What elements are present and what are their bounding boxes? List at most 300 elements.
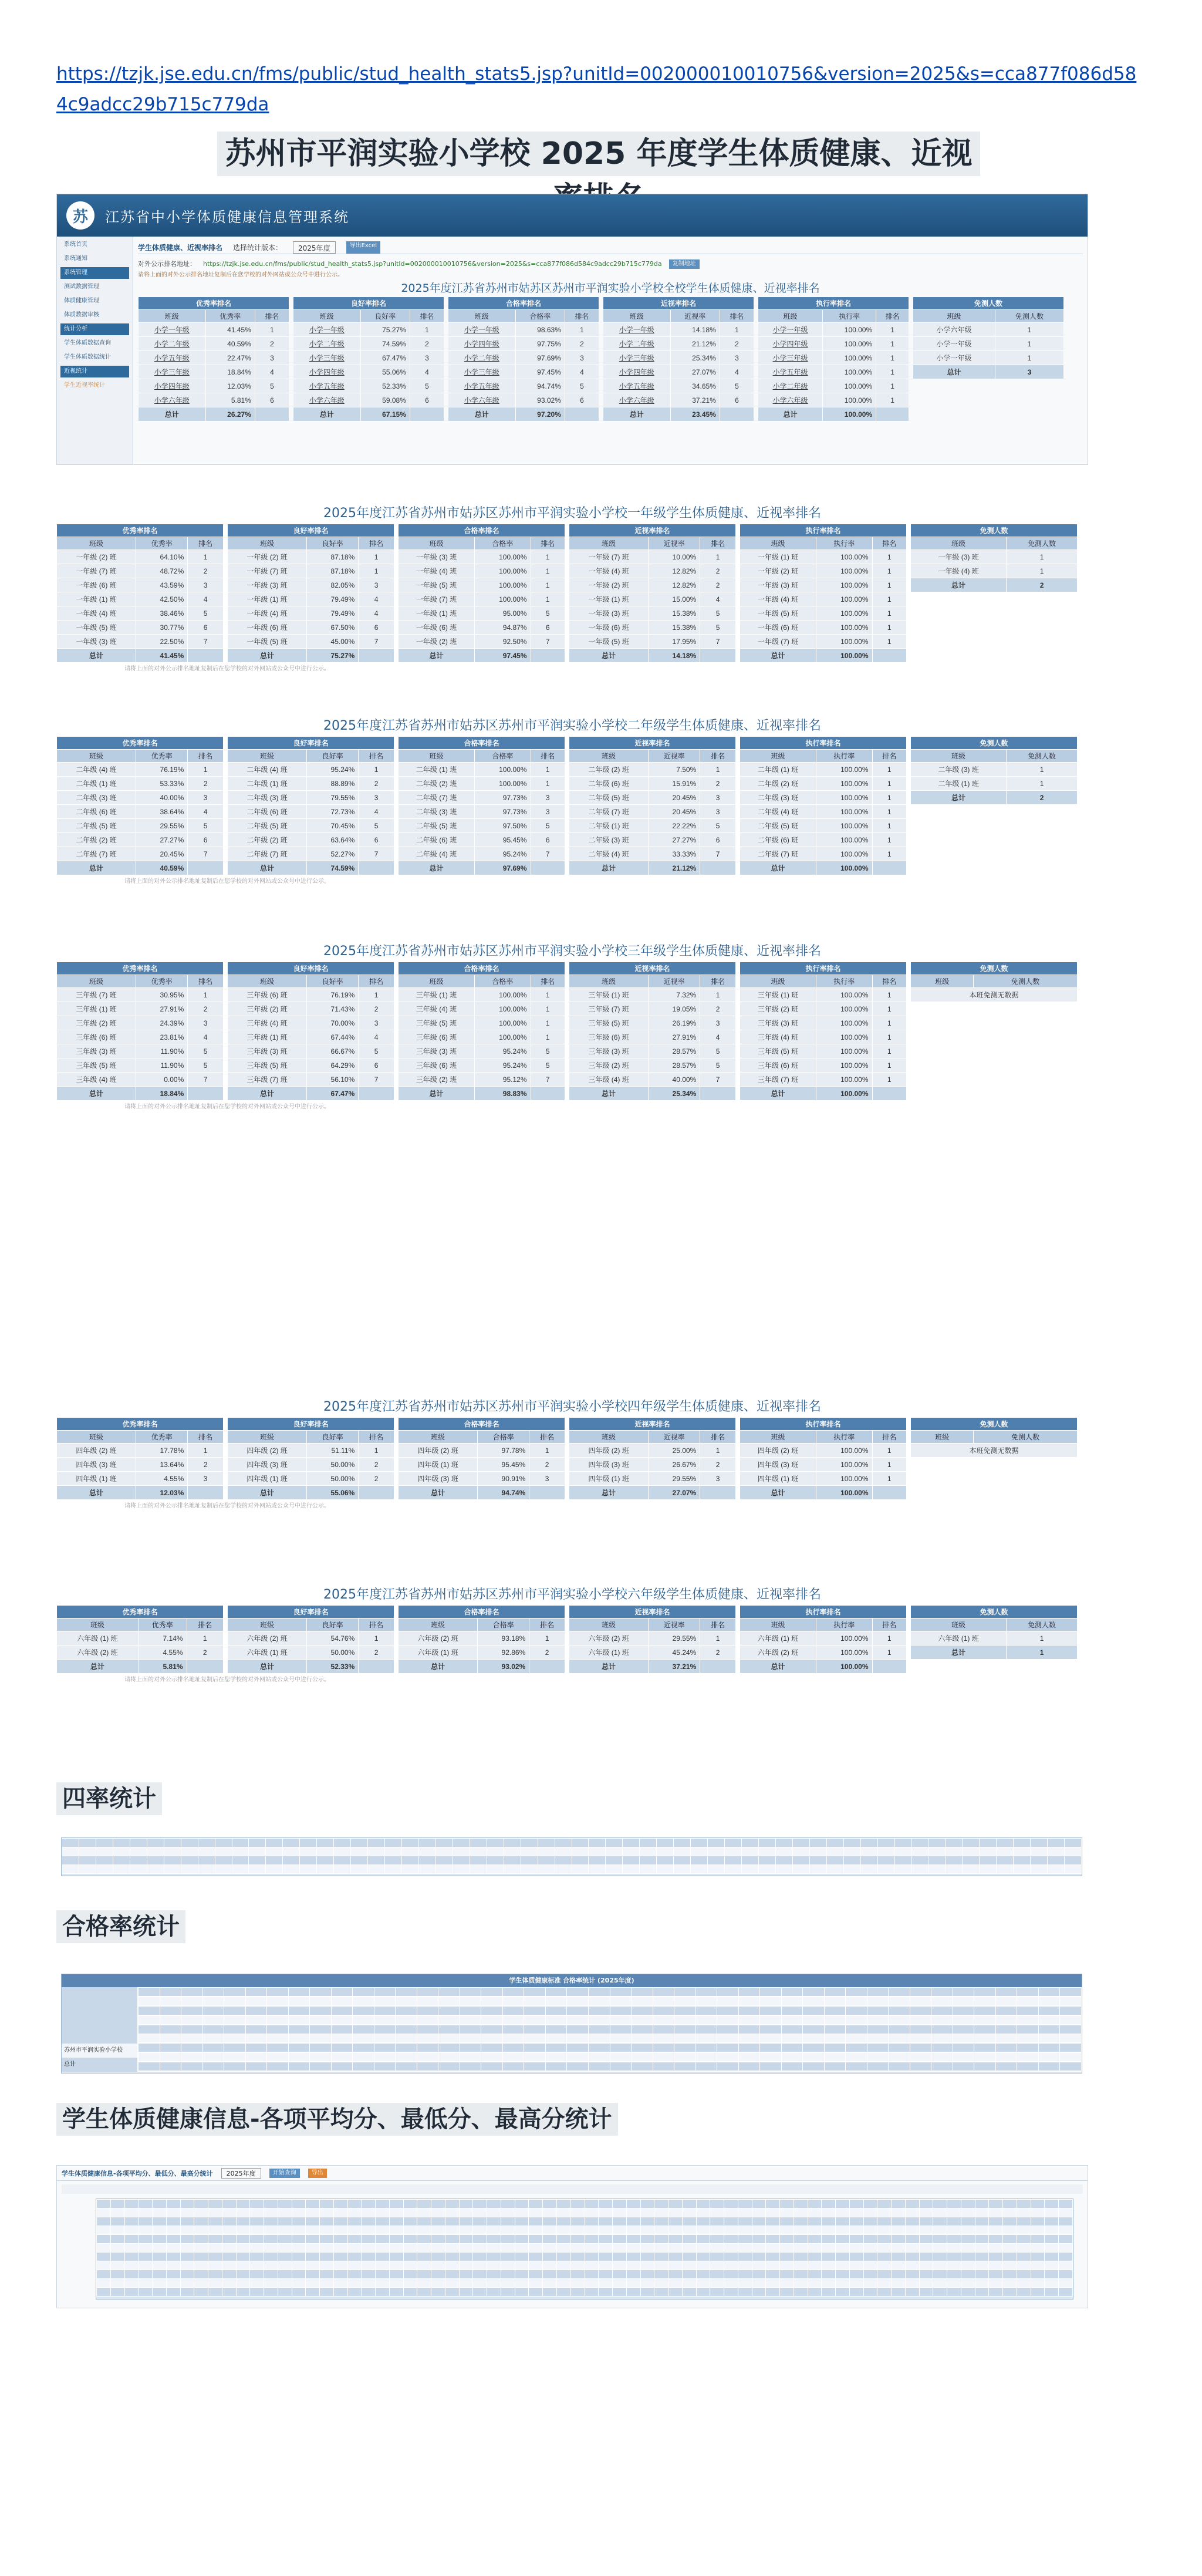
- total-blank: [700, 861, 736, 875]
- grid-cell: [524, 2053, 545, 2061]
- grid-cell: [362, 2270, 375, 2278]
- grid-cell: [997, 1847, 1013, 1856]
- grid-cell: [376, 2217, 389, 2226]
- stat-version-select[interactable]: 2025年度: [221, 2168, 261, 2179]
- excellent-table-heading: 优秀率排名: [57, 1606, 224, 1619]
- table-row: [569, 1016, 736, 1030]
- grid-cell: [222, 2261, 236, 2270]
- grid-cell: [766, 2200, 779, 2208]
- grid-cell: [654, 2253, 668, 2261]
- table-row: [569, 833, 736, 847]
- pass-table-heading: 合格率排名: [399, 962, 565, 975]
- grid-cell: [810, 1865, 826, 1873]
- grid-cell: [353, 2016, 374, 2024]
- grid-cell: [739, 2025, 760, 2034]
- rate-value: 15.91%: [649, 777, 700, 791]
- page-url[interactable]: https://tzjk.jse.edu.cn/fms/public/stud_health_stats5.jsp?unitId=002000010010756&version=2025&s=cca877f086d584c9adcc29b715c779da: [56, 63, 1137, 115]
- system-tabbar: [138, 241, 1083, 254]
- grid-cell: [931, 2025, 953, 2034]
- grid-cell: [208, 2217, 222, 2226]
- grid-cell: [953, 2016, 974, 2024]
- grade-link[interactable]: 小学四年级: [448, 337, 516, 351]
- rate-value: 100.00%: [816, 847, 872, 861]
- table-row: [740, 564, 907, 578]
- class-name: 四年级 (2) 班: [57, 1444, 136, 1458]
- pass-total-label: 总计: [64, 2061, 76, 2068]
- rank-value: 5: [531, 1058, 565, 1073]
- grade-link[interactable]: 小学五年级: [139, 351, 206, 365]
- grid-cell: [438, 2025, 460, 2034]
- grid-cell: [974, 2062, 995, 2071]
- grid-cell: [376, 2279, 389, 2287]
- grid-cell: [836, 2244, 849, 2252]
- grid-cell: [1031, 2209, 1045, 2217]
- grid-cell: [431, 2209, 445, 2217]
- grid-cell: [710, 2244, 724, 2252]
- grid-cell: [396, 1988, 417, 1996]
- menu-item[interactable]: 系统首页: [64, 241, 87, 248]
- grid-cell: [473, 2288, 487, 2296]
- grid-cell: [632, 2044, 653, 2052]
- grid-cell: [501, 2226, 515, 2234]
- total-blank: [188, 861, 224, 875]
- grade-link[interactable]: 小学四年级: [293, 365, 361, 379]
- grid-cell: [724, 2288, 738, 2296]
- good-ranking-table: [227, 524, 394, 663]
- class-name: 一年级 (2) 班: [228, 550, 307, 564]
- grid-cell: [738, 2200, 752, 2208]
- grid-cell: [306, 2235, 319, 2243]
- exempt-value: 1: [1007, 550, 1078, 564]
- grid-cell: [953, 2062, 974, 2071]
- grade-link[interactable]: 小学二年级: [293, 337, 361, 351]
- col-exempt: 免测人数: [974, 975, 1078, 988]
- grid-cell: [147, 1865, 164, 1873]
- pass-table-heading: 合格率排名: [399, 1606, 565, 1619]
- grid-cell: [460, 2261, 473, 2270]
- rank-value: 1: [531, 1030, 565, 1044]
- grid-cell: [599, 2253, 612, 2261]
- grid-cell: [599, 2226, 612, 2234]
- grid-cell: [567, 2034, 588, 2042]
- grid-cell: [557, 2270, 570, 2278]
- grade-link[interactable]: 小学五年级: [758, 365, 823, 379]
- grid-cell: [877, 2270, 891, 2278]
- grid-cell: [794, 2200, 808, 2208]
- grid-cell: [473, 2279, 487, 2287]
- grade-link[interactable]: 小学三年级: [448, 365, 516, 379]
- grid-cell: [181, 1856, 198, 1864]
- grade-link[interactable]: 小学四年级: [139, 379, 206, 393]
- grade-link[interactable]: 小学六年级: [293, 393, 361, 407]
- excellent-ranking-table: [56, 962, 224, 1101]
- grid-cell: [278, 2226, 292, 2234]
- grade-link[interactable]: 小学一年级: [758, 323, 823, 337]
- grade-link[interactable]: 小学六年级: [448, 393, 516, 407]
- exempt-table: [910, 1605, 1078, 1660]
- grid-cell: [362, 2235, 375, 2243]
- table-row: [448, 393, 599, 407]
- grade-link[interactable]: 小学一年级: [293, 323, 361, 337]
- grid-cell: [738, 2288, 752, 2296]
- rate-value: 22.47%: [205, 351, 255, 365]
- grid-cell: [892, 2261, 905, 2270]
- grid-cell: [1017, 2025, 1038, 2034]
- grid-cell: [237, 2253, 250, 2261]
- class-name: 六年级 (2) 班: [57, 1646, 139, 1660]
- grade-link[interactable]: 小学三年级: [603, 351, 671, 365]
- class-name: 二年级 (4) 班: [569, 847, 649, 861]
- table-row: [569, 988, 736, 1002]
- grid-cell: [332, 2016, 353, 2024]
- grid-cell: [710, 2270, 724, 2278]
- grid-cell: [139, 2288, 152, 2296]
- grid-cell: [892, 2226, 905, 2234]
- grade-link[interactable]: 小学三年级: [758, 351, 823, 365]
- grid-cell: [515, 2261, 529, 2270]
- grade-link[interactable]: 小学一年级: [139, 323, 206, 337]
- tab-ranking[interactable]: 学生体质健康、近视率排名: [138, 244, 223, 252]
- rate-value: 43.59%: [136, 578, 188, 592]
- grid-cell: [803, 2025, 824, 2034]
- col-exempt: 免测人数: [1007, 750, 1078, 763]
- grade-link[interactable]: 小学三年级: [293, 351, 361, 365]
- menu-item[interactable]: 系统管理: [60, 267, 129, 279]
- class-name: 三年级 (5) 班: [228, 1058, 307, 1073]
- grid-cell: [933, 2200, 947, 2208]
- class-name: 二年级 (3) 班: [740, 791, 816, 805]
- grid-cell: [348, 2209, 362, 2217]
- rank-value: 3: [188, 1016, 224, 1030]
- grid-cell: [759, 1865, 775, 1873]
- grid-cell: [222, 2253, 236, 2261]
- grid-cell: [738, 2244, 752, 2252]
- grid-cell: [481, 2062, 502, 2071]
- copy-url-button[interactable]: 复制地址: [669, 259, 700, 269]
- grade-link[interactable]: 小学五年级: [293, 379, 361, 393]
- menu-item[interactable]: 体质健康管理: [64, 298, 99, 304]
- grid-cell: [867, 2062, 889, 2071]
- grid-cell: [974, 2007, 995, 2015]
- col-exempt: 免测人数: [995, 310, 1064, 323]
- grid-cell: [836, 2226, 849, 2234]
- rank-value: 3: [531, 805, 565, 819]
- grid-cell: [334, 2261, 347, 2270]
- grid-cell: [946, 1847, 962, 1856]
- grid-cell: [822, 2279, 835, 2287]
- grade-link[interactable]: 小学二年级: [448, 351, 516, 365]
- grid-cell: [696, 2044, 717, 2052]
- grid-cell: [623, 1847, 639, 1856]
- grid-cell: [250, 2200, 264, 2208]
- grade-link[interactable]: 小学六年级: [139, 393, 206, 407]
- grid-cell: [515, 2200, 529, 2208]
- grid-cell: [589, 2016, 610, 2024]
- col-class: 班级: [293, 310, 361, 323]
- grid-cell: [738, 2279, 752, 2287]
- grade-link[interactable]: 小学二年级: [758, 379, 823, 393]
- grid-cell: [632, 2007, 653, 2015]
- grid-cell: [320, 2217, 333, 2226]
- grid-cell: [810, 1839, 826, 1847]
- rate-value: 100.00%: [816, 819, 872, 833]
- grid-cell: [113, 1847, 130, 1856]
- grid-cell: [585, 2200, 599, 2208]
- stat-query-button[interactable]: 开始查询: [269, 2169, 300, 2178]
- class-name: 二年级 (4) 班: [399, 847, 475, 861]
- grid-cell: [808, 2217, 822, 2226]
- class-name: 四年级 (1) 班: [569, 1472, 649, 1486]
- table-row: [569, 1058, 736, 1073]
- grid-cell: [793, 1856, 809, 1864]
- grid-cell: [503, 1997, 524, 2005]
- grid-cell: [264, 2244, 278, 2252]
- grid-cell: [524, 2007, 545, 2015]
- grid-cell: [300, 1847, 316, 1856]
- grid-cell: [766, 2209, 779, 2217]
- grid-cell: [739, 2034, 760, 2042]
- grid-cell: [827, 1856, 843, 1864]
- rate-value: 100.00%: [816, 833, 872, 847]
- class-name: 四年级 (1) 班: [399, 1458, 478, 1472]
- grid-cell: [697, 2244, 710, 2252]
- grid-cell: [782, 2007, 803, 2015]
- grid-cell: [1059, 2217, 1072, 2226]
- col-class: 班级: [911, 537, 1007, 550]
- grid-cell: [668, 2235, 682, 2243]
- grid-cell: [794, 2253, 808, 2261]
- grid-cell: [320, 2244, 333, 2252]
- grid-cell: [524, 2062, 545, 2071]
- total-label: 总计: [569, 1486, 649, 1500]
- col-rank: 排名: [531, 975, 565, 988]
- grid-cell: [417, 2235, 431, 2243]
- grade-link[interactable]: 小学四年级: [758, 337, 823, 351]
- rank-value: 5: [531, 1044, 565, 1058]
- grid-cell: [1039, 2044, 1060, 2052]
- grid-cell: [320, 2235, 333, 2243]
- grid-cell: [320, 2261, 333, 2270]
- grid-cell: [515, 2244, 529, 2252]
- menu-item[interactable]: 学生体质数据统计: [64, 354, 111, 360]
- col-class: 班级: [57, 975, 136, 988]
- grid-cell: [62, 1865, 79, 1873]
- rank-value: 1: [359, 988, 394, 1002]
- grid-cell: [264, 2226, 278, 2234]
- grid-cell: [153, 2209, 166, 2217]
- grid-cell: [501, 2244, 515, 2252]
- grid-cell: [181, 2007, 202, 2015]
- grid-cell: [738, 2235, 752, 2243]
- grade-link[interactable]: 小学四年级: [603, 365, 671, 379]
- grid-cell: [674, 2025, 695, 2034]
- stat-export-button[interactable]: 导出: [308, 2169, 327, 2178]
- grid-cell: [974, 2053, 995, 2061]
- grid-cell: [215, 1865, 232, 1873]
- grid-cell: [599, 2244, 612, 2252]
- rate-value: 11.90%: [136, 1058, 188, 1073]
- rank-value: 5: [720, 379, 754, 393]
- grade-link[interactable]: 小学一年级: [448, 323, 516, 337]
- grid-cell: [1017, 2253, 1031, 2261]
- grid-cell: [742, 1865, 758, 1873]
- good-table-heading: 良好率排名: [293, 297, 444, 310]
- grid-cell: [589, 2034, 610, 2042]
- grid-cell: [912, 1865, 928, 1873]
- grid-cell: [249, 1856, 265, 1864]
- grade-link[interactable]: 小学三年级: [139, 365, 206, 379]
- menu-item[interactable]: 测试数据管理: [64, 284, 99, 290]
- rate-value: 10.00%: [649, 550, 700, 564]
- grid-cell: [515, 2279, 529, 2287]
- grid-cell: [194, 2244, 208, 2252]
- grid-cell: [250, 2209, 264, 2217]
- col-rank: 排名: [700, 1431, 736, 1444]
- class-name: 一年级 (2) 班: [569, 578, 649, 592]
- public-url-value[interactable]: https://tzjk.jse.edu.cn/fms/public/stud_health_stats5.jsp?unitId=002000010010756&version=2025&s=cca877f086d584c9adcc29b715c779da: [203, 260, 662, 268]
- total-blank: [359, 649, 394, 663]
- class-name: 二年级 (3) 班: [57, 791, 136, 805]
- grid-cell: [139, 2253, 152, 2261]
- col-class: 班级: [740, 1619, 816, 1631]
- grade-link[interactable]: 小学二年级: [139, 337, 206, 351]
- grid-cell: [864, 2253, 877, 2261]
- rank-value: 2: [700, 564, 736, 578]
- table-row: [399, 1472, 565, 1486]
- grid-cell: [627, 2261, 640, 2270]
- rank-value: 1: [872, 1073, 907, 1087]
- menu-item[interactable]: 近视统计: [60, 366, 129, 377]
- rate-value: 67.44%: [307, 1030, 359, 1044]
- menu-item[interactable]: 学生体质数据查询: [64, 340, 111, 346]
- grid-cell: [585, 2235, 599, 2243]
- rate-value: 100.00%: [816, 564, 872, 578]
- table-row: [57, 578, 224, 592]
- class-name: 四年级 (1) 班: [57, 1472, 136, 1486]
- col-rank: 排名: [720, 310, 754, 323]
- grid-cell: [267, 1997, 288, 2005]
- grid-cell: [266, 1839, 282, 1847]
- rank-value: 7: [359, 1073, 394, 1087]
- grid-cell: [487, 2235, 501, 2243]
- total-blank: [531, 1087, 565, 1101]
- grid-cell: [417, 2016, 438, 2024]
- rate-value: 100.00%: [475, 550, 531, 564]
- grid-cell: [599, 2270, 612, 2278]
- grade-link[interactable]: 小学二年级: [603, 337, 671, 351]
- col-rate: 执行率: [816, 537, 872, 550]
- grid-cell: [782, 2025, 803, 2034]
- total-label: 总计: [569, 1087, 649, 1101]
- grid-cell: [760, 2053, 781, 2061]
- export-button[interactable]: 导出Excel: [346, 241, 381, 254]
- grid-cell: [794, 2261, 808, 2270]
- class-name: 四年级 (3) 班: [399, 1472, 478, 1486]
- grid-cell: [996, 2053, 1017, 2061]
- table-row: [569, 763, 736, 777]
- grid-cell: [567, 2062, 588, 2071]
- grid-cell: [362, 2261, 375, 2270]
- grade-link[interactable]: 小学六年级: [758, 393, 823, 407]
- class-name: 六年级 (2) 班: [399, 1631, 478, 1646]
- menu-item[interactable]: 学生近视率统计: [64, 382, 105, 389]
- grid-cell: [487, 2217, 501, 2226]
- col-rate: 合格率: [478, 1619, 529, 1631]
- rate-value: 98.63%: [515, 323, 565, 337]
- grid-cell: [975, 2288, 989, 2296]
- col-rank: 排名: [188, 750, 224, 763]
- grid-cell: [208, 2253, 222, 2261]
- exempt-table-heading: 免测人数: [913, 297, 1064, 310]
- total-label: 总计: [57, 1486, 136, 1500]
- grid-cell: [571, 2200, 585, 2208]
- grid-cell: [877, 2253, 891, 2261]
- grid-cell: [181, 2034, 202, 2042]
- grid-cell: [585, 2288, 599, 2296]
- rate-value: 79.49%: [307, 606, 359, 621]
- rate-value: 97.78%: [478, 1444, 529, 1458]
- menu-item[interactable]: 体质数据审核: [64, 312, 99, 318]
- grid-cell: [572, 1839, 589, 1847]
- menu-item[interactable]: 统计分析: [60, 323, 129, 335]
- grid-cell: [181, 2235, 194, 2243]
- grid-cell: [153, 2253, 166, 2261]
- menu-item[interactable]: 系统通知: [64, 255, 87, 262]
- rate-value: 100.00%: [475, 592, 531, 606]
- grid-cell: [402, 1839, 418, 1847]
- grid-cell: [376, 2209, 389, 2217]
- grid-cell: [877, 2209, 891, 2217]
- class-name: 三年级 (4) 班: [57, 1073, 136, 1087]
- rank-value: 4: [410, 365, 444, 379]
- grid-cell: [267, 2034, 288, 2042]
- total-value: 67.15%: [360, 407, 410, 422]
- total-blank: [359, 1660, 394, 1674]
- grade-link[interactable]: 小学一年级: [603, 323, 671, 337]
- grid-cell: [794, 2279, 808, 2287]
- grid-cell: [827, 1847, 843, 1856]
- grid-cell: [910, 2025, 931, 2034]
- grid-cell: [696, 2007, 717, 2015]
- grid-cell: [320, 2279, 333, 2287]
- grade-link[interactable]: 小学五年级: [448, 379, 516, 393]
- good-table-heading: 良好率排名: [228, 1606, 394, 1619]
- grid-cell: [931, 1997, 953, 2005]
- grid-cell: [445, 2244, 459, 2252]
- grid-cell: [889, 2025, 910, 2034]
- version-select[interactable]: 2025年度: [293, 241, 336, 254]
- grid-cell: [283, 1847, 299, 1856]
- grid-cell: [362, 2253, 375, 2261]
- grid-cell: [332, 1988, 353, 1996]
- rank-value: 1: [700, 1631, 736, 1646]
- grid-cell: [1031, 2288, 1045, 2296]
- grid-cell: [232, 1839, 249, 1847]
- rate-value: 14.18%: [670, 323, 720, 337]
- grid-cell: [417, 2062, 438, 2071]
- class-name: 二年级 (3) 班: [399, 805, 475, 819]
- grid-cell: [697, 2288, 710, 2296]
- section-four-rates: 四率统计: [56, 1782, 162, 1815]
- class-name: 四年级 (1) 班: [740, 1472, 816, 1486]
- grid-cell: [691, 1856, 707, 1864]
- grade-link[interactable]: 小学五年级: [603, 379, 671, 393]
- rate-value: 38.46%: [136, 606, 188, 621]
- myopia-table-heading: 近视率排名: [569, 962, 736, 975]
- grid-cell: [906, 2270, 919, 2278]
- grid-cell: [546, 2044, 567, 2052]
- grade-link[interactable]: 小学六年级: [603, 393, 671, 407]
